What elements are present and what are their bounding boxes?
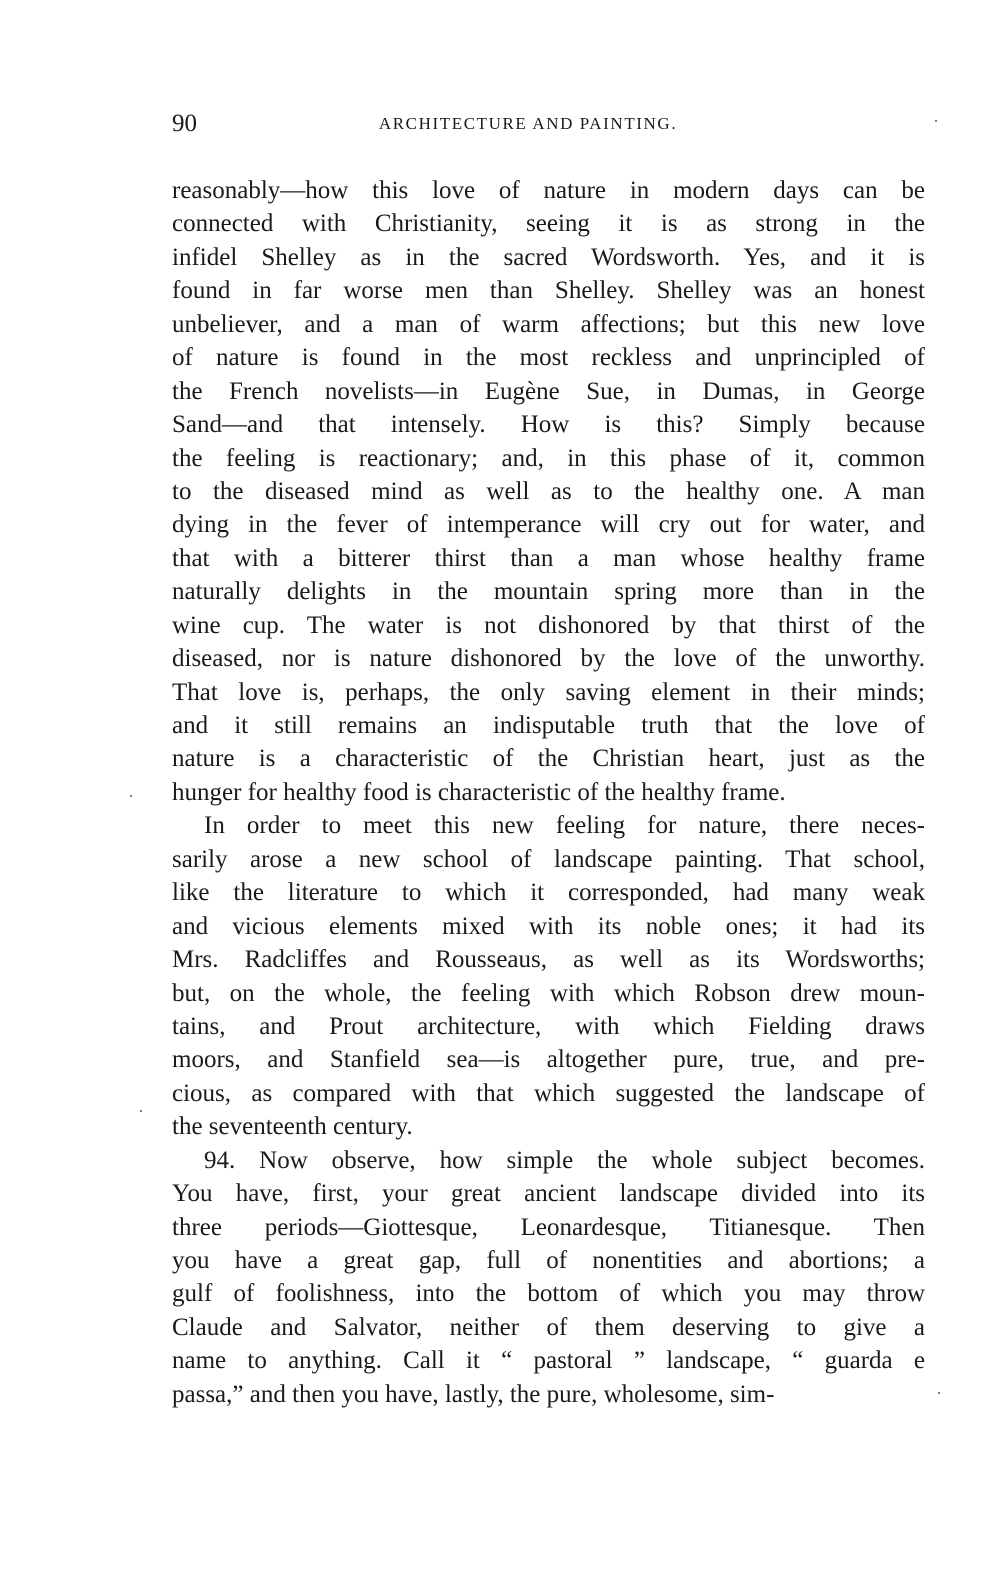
text-line: moors, and Stanfield sea—is altogether pure, true, and pre-: [172, 1046, 925, 1074]
text-line: but, on the whole, the feeling with which Robson drew moun-: [172, 979, 925, 1007]
text-line: of nature is found in the most reckless and unprincipled of: [172, 344, 925, 372]
text-line: to the diseased mind as well as to the healthy one. A man: [172, 477, 925, 505]
text-line: connected with Christianity, seeing it is as strong in the: [172, 210, 925, 238]
text-line: the feeling is reactionary; and, in this phase of it, common: [172, 444, 925, 472]
page-number: 90: [172, 110, 197, 137]
text-line: hunger for healthy food is characteristic of the healthy frame.: [172, 778, 786, 806]
text-line: passa,” and then you have, lastly, the pure, wholesome, sim-: [172, 1380, 775, 1408]
text-line: name to anything. Call it “ pastoral ” landscape, “ guarda e: [172, 1347, 925, 1375]
text-line: infidel Shelley as in the sacred Wordsworth. Yes, and it is: [172, 243, 925, 271]
text-line: 94. Now observe, how simple the whole subject becomes.: [204, 1146, 925, 1174]
text-line: unbeliever, and a man of warm affections; but this new love: [172, 310, 925, 338]
text-line: like the literature to which it corresponded, had many weak: [172, 879, 925, 907]
paragraph: [172, 809, 925, 1143]
text-line: diseased, nor is nature dishonored by the love of the unworthy.: [172, 645, 925, 673]
text-line: naturally delights in the mountain spring more than in the: [172, 578, 925, 606]
text-line: the French novelists—in Eugène Sue, in Dumas, in George: [172, 377, 925, 405]
paragraph: [172, 174, 925, 809]
text-line: nature is a characteristic of the Christian heart, just as the: [172, 745, 925, 773]
text-line: That love is, perhaps, the only saving element in their minds;: [172, 678, 925, 706]
text-line: Mrs. Radcliffes and Rousseaus, as well as its Wordsworths;: [172, 946, 925, 974]
text-line: wine cup. The water is not dishonored by that thirst of the: [172, 611, 925, 639]
text-line: tains, and Prout architecture, with which Fielding draws: [172, 1012, 925, 1040]
scan-speck: [140, 1110, 142, 1112]
text-line: the seventeenth century.: [172, 1113, 413, 1141]
text-line: Claude and Salvator, neither of them deserving to give a: [172, 1313, 925, 1341]
text-line: that with a bitterer thirst than a man whose healthy frame: [172, 544, 925, 572]
body-text: [172, 174, 925, 1411]
text-line: In order to meet this new feeling for nature, there neces-: [204, 812, 925, 840]
text-line: You have, first, your great ancient landscape divided into its: [172, 1180, 925, 1208]
text-line: three periods—Giottesque, Leonardesque, Titianesque. Then: [172, 1213, 925, 1241]
text-line: cious, as compared with that which suggested the landscape of: [172, 1079, 925, 1107]
text-line: gulf of foolishness, into the bottom of which you may throw: [172, 1280, 925, 1308]
text-line: dying in the fever of intemperance will cry out for water, and: [172, 511, 925, 539]
scan-speck: [130, 795, 132, 797]
text-line: Sand—and that intensely. How is this? Simply because: [172, 411, 925, 439]
paragraph: [172, 1144, 925, 1412]
running-title: ARCHITECTURE AND PAINTING.: [378, 114, 678, 133]
text-line: you have a great gap, full of nonentities and abortions; a: [172, 1247, 925, 1274]
scan-speck: [938, 1392, 940, 1394]
text-line: sarily arose a new school of landscape painting. That school,: [172, 845, 925, 873]
text-line: reasonably—how this love of nature in modern days can be: [172, 177, 925, 204]
text-line: found in far worse men than Shelley. Shelley was an honest: [172, 277, 925, 305]
text-line: and it still remains an indisputable truth that the love of: [172, 712, 925, 739]
scan-speck: [935, 120, 937, 122]
text-line: and vicious elements mixed with its noble ones; it had its: [172, 912, 925, 940]
